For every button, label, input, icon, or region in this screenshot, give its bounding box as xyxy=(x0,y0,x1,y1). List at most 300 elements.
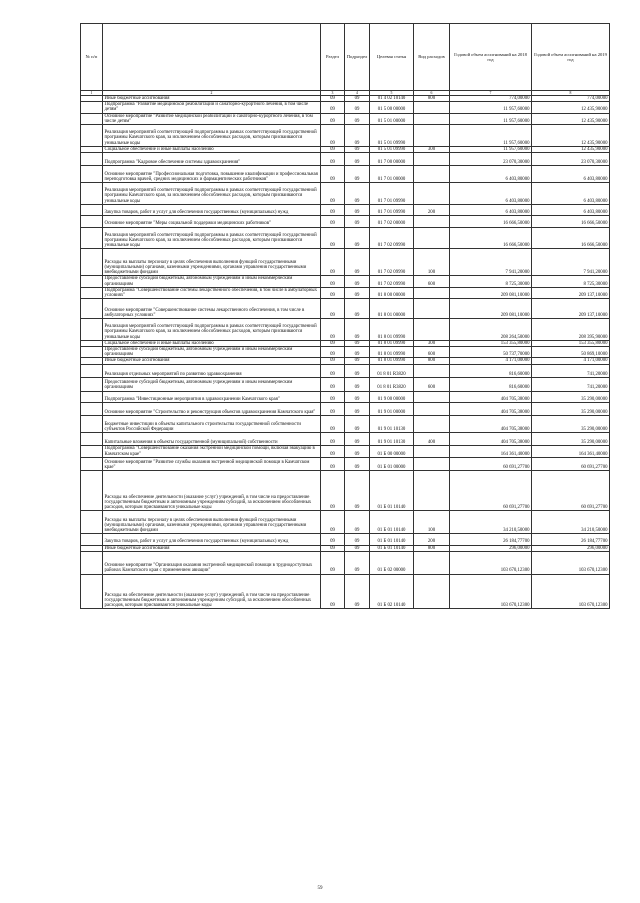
row-2019-cell: 774,00000 xyxy=(532,96,610,102)
row-2018-cell: 404 705,38000 xyxy=(450,402,532,415)
row-target-cell: 01 9 01 10130 xyxy=(370,416,414,433)
row-number-cell xyxy=(81,318,103,340)
row-2019-cell: 209 137,10000 xyxy=(532,299,610,319)
row-razdel-cell: 09 xyxy=(321,511,345,534)
row-number-cell xyxy=(81,153,103,166)
table-row xyxy=(81,113,610,124)
row-number-cell xyxy=(81,378,103,391)
row-podrazdel-cell: 09 xyxy=(345,299,370,319)
row-target-cell: 01 Б 02 10140 xyxy=(370,574,414,609)
row-name-cell: Подпрограмма "Развитие медицинской реабилитации и санаторно-курортного лечения, в том числе детям" xyxy=(103,102,321,113)
row-2018-cell: 16 666,50000 xyxy=(450,227,532,249)
table-row xyxy=(81,574,610,609)
row-vr-cell xyxy=(414,416,450,433)
row-2018-cell: 208 264,50000 xyxy=(450,318,532,340)
row-name-cell: Основное мероприятие "Меры социальной поддержки медицинских работников" xyxy=(103,216,321,227)
row-2019-cell: 6 403,80000 xyxy=(532,166,610,183)
row-number-cell xyxy=(81,249,103,276)
row-target-cell: 01 7 02 09990 xyxy=(370,276,414,287)
row-2019-cell: 103 670,12300 xyxy=(532,551,610,574)
row-target-cell: 01 Б 01 10140 xyxy=(370,471,414,511)
row-podrazdel-cell: 09 xyxy=(345,166,370,183)
row-2019-cell: 34 210,50000 xyxy=(532,511,610,534)
row-2018-cell: 404 705,38000 xyxy=(450,416,532,433)
row-name-cell: Реализация мероприятий соответствующей подпрограммы в рамках соответствующей государственной программы Камчатского края, за исключением обособленных расходов, которым присваиваются уникальные коды xyxy=(103,125,321,147)
table-row xyxy=(81,276,610,287)
row-razdel-cell: 09 xyxy=(321,358,345,364)
row-2019-cell: 6 403,80000 xyxy=(532,204,610,215)
row-name-cell: Иные бюджетные ассигнования xyxy=(103,545,321,551)
row-2018-cell: 26 184,77700 xyxy=(450,534,532,545)
row-target-cell: 01 7 01 00000 xyxy=(370,166,414,183)
row-razdel-cell: 09 xyxy=(321,249,345,276)
row-vr-cell: 600 xyxy=(414,276,450,287)
row-2019-cell: 6 403,80000 xyxy=(532,183,610,205)
header-podrazdel: Подраздел xyxy=(345,24,370,91)
row-podrazdel-cell: 09 xyxy=(345,318,370,340)
row-name-cell: Основное мероприятие "Профессиональная подготовка, повышение квалификации и профессиональная переподготовка врачей, средних медицинских и фармацевтических работников" xyxy=(103,166,321,183)
column-number: 6 xyxy=(414,91,450,96)
row-vr-cell: 300 xyxy=(414,146,450,152)
row-podrazdel-cell: 09 xyxy=(345,227,370,249)
row-name-cell: Реализация мероприятий соответствующей подпрограммы в рамках соответствующей государственной программы Камчатского края, за исключением обособленных расходов, которым присваиваются уникальные коды xyxy=(103,183,321,205)
row-target-cell: 01 Б 02 00000 xyxy=(370,551,414,574)
row-vr-cell xyxy=(414,446,450,457)
row-number-cell xyxy=(81,457,103,470)
row-podrazdel-cell: 09 xyxy=(345,511,370,534)
row-target-cell: 01 7 02 00000 xyxy=(370,216,414,227)
row-podrazdel-cell: 09 xyxy=(345,416,370,433)
row-vr-cell: 100 xyxy=(414,511,450,534)
row-name-cell: Основное мероприятие "Развитие медицинской реабилитации и санаторно-курортного лечения, в том числе детям" xyxy=(103,113,321,124)
row-target-cell: 01 5 01 00000 xyxy=(370,113,414,124)
row-target-cell: 01 4 02 10140 xyxy=(370,96,414,102)
row-2019-cell: 16 666,50000 xyxy=(532,216,610,227)
row-number-cell xyxy=(81,299,103,319)
row-vr-cell: 200 xyxy=(414,534,450,545)
row-2018-cell: 34 210,50000 xyxy=(450,511,532,534)
row-razdel-cell: 09 xyxy=(321,545,345,551)
row-2018-cell: 8 725,30000 xyxy=(450,276,532,287)
row-podrazdel-cell: 09 xyxy=(345,249,370,276)
row-target-cell: 01 7 00 00000 xyxy=(370,153,414,166)
row-2018-cell: 103 670,12300 xyxy=(450,574,532,609)
row-2018-cell: 7 941,20000 xyxy=(450,249,532,276)
row-vr-cell xyxy=(414,318,450,340)
row-name-cell: Расходы на выплаты персоналу в целях обеспечения выполнения функций государственными (муниципальными) органами, казенными учреждениями, органами управления государственными внебюджетными фондами xyxy=(103,249,321,276)
row-vr-cell: 200 xyxy=(414,204,450,215)
row-2019-cell: 4 171,00000 xyxy=(532,358,610,364)
row-podrazdel-cell: 09 xyxy=(345,125,370,147)
row-vr-cell xyxy=(414,113,450,124)
row-podrazdel-cell: 09 xyxy=(345,96,370,102)
row-vr-cell: 800 xyxy=(414,96,450,102)
row-name-cell: Основное мероприятие "Совершенствование системы лекарственного обеспечения, в том числе в амбулаторных условиях" xyxy=(103,299,321,319)
row-podrazdel-cell: 09 xyxy=(345,216,370,227)
row-name-cell: Реализация мероприятий соответствующей подпрограммы в рамках соответствующей государственной программы Камчатского края, за исключением обособленных расходов, которым присваиваются уникальные коды xyxy=(103,318,321,340)
row-name-cell: Подпрограмма "Кадровое обеспечение системы здравоохранения" xyxy=(103,153,321,166)
table-row xyxy=(81,364,610,377)
row-vr-cell xyxy=(414,574,450,609)
row-2018-cell: 164 361,40000 xyxy=(450,446,532,457)
row-name-cell: Реализация отдельных мероприятий по развитию здравоохранения xyxy=(103,364,321,377)
row-podrazdel-cell: 09 xyxy=(345,113,370,124)
table-row xyxy=(81,471,610,511)
row-2019-cell: 26 184,77700 xyxy=(532,534,610,545)
column-number: 1 xyxy=(81,91,103,96)
row-vr-cell: 600 xyxy=(414,378,450,391)
row-vr-cell xyxy=(414,391,450,402)
row-target-cell: 01 Б 01 10140 xyxy=(370,545,414,551)
header-num: № п/п xyxy=(81,24,103,91)
row-2018-cell: 50 737,70000 xyxy=(450,346,532,357)
row-name-cell: Иные бюджетные ассигнования xyxy=(103,358,321,364)
row-name-cell: Бюджетные инвестиции в объекты капитального строительства государственной собственности субъектов Российской Федерации xyxy=(103,416,321,433)
row-vr-cell: 300 xyxy=(414,340,450,346)
row-target-cell: 01 7 01 09990 xyxy=(370,183,414,205)
header-2018: Годовой объем ассигнований на 2018 год xyxy=(450,24,532,91)
row-vr-cell xyxy=(414,153,450,166)
row-target-cell: 01 8 01 R3820 xyxy=(370,364,414,377)
row-name-cell: Подпрограмма "Совершенствование системы лекарственного обеспечения, в том числе в амбулаторных условиях" xyxy=(103,287,321,298)
row-2018-cell: 11 957,60000 xyxy=(450,113,532,124)
row-number-cell xyxy=(81,166,103,183)
row-2018-cell: 11 957,60000 xyxy=(450,146,532,152)
table-row xyxy=(81,551,610,574)
table-row xyxy=(81,402,610,415)
row-2019-cell: 35 290,00000 xyxy=(532,391,610,402)
row-razdel-cell: 09 xyxy=(321,125,345,147)
row-2019-cell: 103 670,12300 xyxy=(532,574,610,609)
row-podrazdel-cell: 09 xyxy=(345,551,370,574)
table-row xyxy=(81,216,610,227)
row-vr-cell xyxy=(414,402,450,415)
row-target-cell: 01 9 01 10130 xyxy=(370,432,414,445)
row-podrazdel-cell: 09 xyxy=(345,402,370,415)
table-row xyxy=(81,446,610,457)
row-vr-cell xyxy=(414,183,450,205)
row-2019-cell: 12 435,90000 xyxy=(532,125,610,147)
row-name-cell: Реализация мероприятий соответствующей подпрограммы в рамках соответствующей государственной программы Камчатского края, за исключением обособленных расходов, которым присваиваются уникальные коды xyxy=(103,227,321,249)
table-row xyxy=(81,102,610,113)
row-number-cell xyxy=(81,471,103,511)
row-target-cell: 01 8 01 09990 xyxy=(370,346,414,357)
page-number: 59 xyxy=(317,886,323,891)
column-number: 2 xyxy=(103,91,321,96)
row-2018-cell: 60 691,27700 xyxy=(450,457,532,470)
table-row xyxy=(81,432,610,445)
row-target-cell: 01 5 00 00000 xyxy=(370,102,414,113)
row-2019-cell: 35 290,00000 xyxy=(532,416,610,433)
row-2019-cell: 35 290,00000 xyxy=(532,402,610,415)
row-name-cell: Социальное обеспечение и иные выплаты населению xyxy=(103,340,321,346)
row-podrazdel-cell: 09 xyxy=(345,391,370,402)
row-target-cell: 01 Б 01 00000 xyxy=(370,457,414,470)
table-row xyxy=(81,299,610,319)
row-number-cell xyxy=(81,364,103,377)
row-2018-cell: 4 171,00000 xyxy=(450,358,532,364)
row-name-cell: Предоставление субсидий бюджетным, автономным учреждениям и иным некоммерческим организациям xyxy=(103,378,321,391)
header-2019: Годовой объем ассигнований на 2019 год xyxy=(532,24,610,91)
row-name-cell: Социальное обеспечение и иные выплаты населению xyxy=(103,146,321,152)
row-number-cell xyxy=(81,113,103,124)
row-2019-cell: 296,00000 xyxy=(532,545,610,551)
table-row xyxy=(81,346,610,357)
row-2019-cell: 23 070,30000 xyxy=(532,153,610,166)
row-2018-cell: 404 705,38000 xyxy=(450,391,532,402)
row-vr-cell xyxy=(414,364,450,377)
row-razdel-cell: 09 xyxy=(321,416,345,433)
row-name-cell: Предоставление субсидий бюджетным, автономным учреждениям и иным некоммерческим организациям xyxy=(103,346,321,357)
row-2019-cell: 8 725,30000 xyxy=(532,276,610,287)
column-number: 8 xyxy=(532,91,610,96)
row-number-cell xyxy=(81,346,103,357)
row-number-cell xyxy=(81,227,103,249)
row-podrazdel-cell: 09 xyxy=(345,276,370,287)
row-razdel-cell: 09 xyxy=(321,432,345,445)
row-2018-cell: 404 705,38000 xyxy=(450,432,532,445)
row-number-cell xyxy=(81,216,103,227)
row-2018-cell: 60 691,27700 xyxy=(450,471,532,511)
row-razdel-cell: 09 xyxy=(321,216,345,227)
row-name-cell: Основное мероприятие "Развитие службы оказания экстренной медицинской помощи в Камчатском крае" xyxy=(103,457,321,470)
row-target-cell: 01 Б 01 10140 xyxy=(370,534,414,545)
row-number-cell xyxy=(81,276,103,287)
header-target: Целевая статья xyxy=(370,24,414,91)
row-vr-cell xyxy=(414,125,450,147)
row-2018-cell: 209 081,10000 xyxy=(450,287,532,298)
row-2019-cell: 12 435,90000 xyxy=(532,102,610,113)
table-row xyxy=(81,287,610,298)
row-razdel-cell: 09 xyxy=(321,287,345,298)
header-vr: Вид расходов xyxy=(414,24,450,91)
row-vr-cell: 800 xyxy=(414,358,450,364)
table-header-row xyxy=(81,24,610,91)
row-vr-cell xyxy=(414,471,450,511)
row-podrazdel-cell: 09 xyxy=(345,183,370,205)
row-razdel-cell: 09 xyxy=(321,402,345,415)
table-row xyxy=(81,391,610,402)
row-vr-cell xyxy=(414,166,450,183)
row-name-cell: Основное мероприятие "Организация оказания экстренной медицинской помощи в труднодоступных районах Камчатского края с применением авиации" xyxy=(103,551,321,574)
row-razdel-cell: 09 xyxy=(321,391,345,402)
row-target-cell: 01 Б 00 00000 xyxy=(370,446,414,457)
row-razdel-cell: 09 xyxy=(321,166,345,183)
budget-table xyxy=(80,23,610,609)
row-razdel-cell: 09 xyxy=(321,153,345,166)
row-podrazdel-cell: 09 xyxy=(345,204,370,215)
table-row xyxy=(81,166,610,183)
row-podrazdel-cell: 09 xyxy=(345,287,370,298)
row-podrazdel-cell: 09 xyxy=(345,545,370,551)
row-number-cell xyxy=(81,287,103,298)
row-2018-cell: 6 403,80000 xyxy=(450,166,532,183)
row-2019-cell: 12 435,90000 xyxy=(532,146,610,152)
row-2018-cell: 296,00000 xyxy=(450,545,532,551)
row-2019-cell: 16 666,50000 xyxy=(532,227,610,249)
row-target-cell: 01 7 01 09990 xyxy=(370,204,414,215)
table-row xyxy=(81,183,610,205)
row-podrazdel-cell: 09 xyxy=(345,364,370,377)
row-number-cell xyxy=(81,125,103,147)
row-name-cell: Подпрограмма "Совершенствование оказания экстренной медицинской помощи, включая эвакуацию в Камчатском крае" xyxy=(103,446,321,457)
row-podrazdel-cell: 09 xyxy=(345,574,370,609)
row-podrazdel-cell: 09 xyxy=(345,457,370,470)
row-vr-cell: 400 xyxy=(414,432,450,445)
row-2019-cell: 50 869,10000 xyxy=(532,346,610,357)
row-podrazdel-cell: 09 xyxy=(345,534,370,545)
row-name-cell: Иные бюджетные ассигнования xyxy=(103,96,321,102)
row-razdel-cell: 09 xyxy=(321,227,345,249)
row-podrazdel-cell: 09 xyxy=(345,153,370,166)
row-2019-cell: 164 361,40000 xyxy=(532,446,610,457)
row-2018-cell: 153 355,80000 xyxy=(450,340,532,346)
row-razdel-cell: 09 xyxy=(321,346,345,357)
row-name-cell: Закупка товаров, работ и услуг для обеспечения государственных (муниципальных) нужд xyxy=(103,204,321,215)
row-number-cell xyxy=(81,402,103,415)
row-podrazdel-cell: 09 xyxy=(345,346,370,357)
row-vr-cell xyxy=(414,227,450,249)
row-target-cell: 01 5 01 09990 xyxy=(370,146,414,152)
row-razdel-cell: 09 xyxy=(321,457,345,470)
row-name-cell: Расходы на обеспечение деятельности (оказание услуг) учреждений, в том числе на предоставление государственным бюджетным и автономным учреждениям субсидий, за исключением обособленных расходов, которым присваиваются уникальные коды xyxy=(103,471,321,511)
row-razdel-cell: 09 xyxy=(321,318,345,340)
row-target-cell: 01 7 02 09990 xyxy=(370,227,414,249)
row-razdel-cell: 09 xyxy=(321,471,345,511)
row-2019-cell: 741,20000 xyxy=(532,378,610,391)
table-row xyxy=(81,416,610,433)
row-2018-cell: 11 957,60000 xyxy=(450,125,532,147)
row-target-cell: 01 5 01 09990 xyxy=(370,125,414,147)
row-razdel-cell: 09 xyxy=(321,204,345,215)
row-2019-cell: 12 435,90000 xyxy=(532,113,610,124)
row-razdel-cell: 09 xyxy=(321,113,345,124)
row-name-cell: Расходы на выплаты персоналу в целях обеспечения выполнения функций государственными (муниципальными) органами, казенными учреждениями, органами управления государственными внебюджетными фондами xyxy=(103,511,321,534)
row-vr-cell: 100 xyxy=(414,249,450,276)
row-number-cell xyxy=(81,204,103,215)
table-row xyxy=(81,457,610,470)
table-row xyxy=(81,125,610,147)
row-podrazdel-cell: 09 xyxy=(345,340,370,346)
row-2018-cell: 23 070,30000 xyxy=(450,153,532,166)
row-name-cell: Закупка товаров, работ и услуг для обеспечения государственных (муниципальных) нужд xyxy=(103,534,321,545)
row-number-cell xyxy=(81,183,103,205)
row-number-cell xyxy=(81,446,103,457)
row-target-cell: 01 9 01 00000 xyxy=(370,402,414,415)
row-target-cell: 01 8 01 00000 xyxy=(370,299,414,319)
row-2018-cell: 103 670,12300 xyxy=(450,551,532,574)
row-target-cell: 01 8 01 09990 xyxy=(370,358,414,364)
row-2018-cell: 816,60000 xyxy=(450,364,532,377)
row-podrazdel-cell: 09 xyxy=(345,358,370,364)
row-2018-cell: 774,00000 xyxy=(450,96,532,102)
row-name-cell: Капитальные вложения в объекты государственной (муниципальной) собственности xyxy=(103,432,321,445)
row-2019-cell: 60 691,27700 xyxy=(532,457,610,470)
header-razdel: Раздел xyxy=(321,24,345,91)
table-row xyxy=(81,318,610,340)
row-2018-cell: 11 957,60000 xyxy=(450,102,532,113)
row-target-cell: 01 8 01 09990 xyxy=(370,318,414,340)
row-2019-cell: 35 290,00000 xyxy=(532,432,610,445)
row-target-cell: 01 8 00 00000 xyxy=(370,287,414,298)
row-name-cell: Предоставление субсидий бюджетным, автономным учреждениям и иным некоммерческим организациям xyxy=(103,276,321,287)
row-vr-cell xyxy=(414,216,450,227)
row-number-cell xyxy=(81,416,103,433)
row-razdel-cell: 09 xyxy=(321,299,345,319)
row-number-cell xyxy=(81,511,103,534)
row-target-cell: 01 9 00 00000 xyxy=(370,391,414,402)
row-razdel-cell: 09 xyxy=(321,551,345,574)
row-razdel-cell: 09 xyxy=(321,276,345,287)
row-razdel-cell: 09 xyxy=(321,340,345,346)
row-vr-cell xyxy=(414,102,450,113)
row-2019-cell: 153 355,80000 xyxy=(532,340,610,346)
row-number-cell xyxy=(81,534,103,545)
table-row xyxy=(81,153,610,166)
column-number: 5 xyxy=(370,91,414,96)
table-row xyxy=(81,511,610,534)
row-2018-cell: 16 666,50000 xyxy=(450,216,532,227)
row-name-cell: Подпрограмма "Инвестиционные мероприятия в здравоохранении Камчатского края" xyxy=(103,391,321,402)
row-number-cell xyxy=(81,432,103,445)
table-row xyxy=(81,378,610,391)
row-podrazdel-cell: 09 xyxy=(345,471,370,511)
row-2018-cell: 6 403,80000 xyxy=(450,183,532,205)
row-2019-cell: 7 941,20000 xyxy=(532,249,610,276)
row-vr-cell xyxy=(414,551,450,574)
row-2018-cell: 209 081,10000 xyxy=(450,299,532,319)
table-row xyxy=(81,534,610,545)
row-razdel-cell: 09 xyxy=(321,146,345,152)
row-razdel-cell: 09 xyxy=(321,183,345,205)
row-2019-cell: 208 395,90000 xyxy=(532,318,610,340)
row-number-cell xyxy=(81,551,103,574)
row-target-cell: 01 8 01 R3820 xyxy=(370,378,414,391)
row-vr-cell xyxy=(414,299,450,319)
row-2018-cell: 816,60000 xyxy=(450,378,532,391)
table-row xyxy=(81,249,610,276)
row-name-cell: Основное мероприятие "Строительство и реконструкция объектов здравоохранения Камчатского края" xyxy=(103,402,321,415)
row-2019-cell: 60 691,27700 xyxy=(532,471,610,511)
row-vr-cell: 600 xyxy=(414,346,450,357)
row-number-cell xyxy=(81,574,103,609)
row-vr-cell xyxy=(414,457,450,470)
row-vr-cell xyxy=(414,287,450,298)
column-number: 4 xyxy=(345,91,370,96)
row-razdel-cell: 09 xyxy=(321,446,345,457)
row-razdel-cell: 09 xyxy=(321,96,345,102)
row-podrazdel-cell: 09 xyxy=(345,432,370,445)
row-razdel-cell: 09 xyxy=(321,364,345,377)
row-razdel-cell: 09 xyxy=(321,574,345,609)
row-2018-cell: 6 403,80000 xyxy=(450,204,532,215)
row-vr-cell: 800 xyxy=(414,545,450,551)
row-podrazdel-cell: 09 xyxy=(345,102,370,113)
row-name-cell: Расходы на обеспечение деятельности (оказание услуг) учреждений, в том числе на предоставление государственным бюджетным и автономным учреждениям субсидий, за исключением обособленных расходов, которым присваиваются уникальные коды xyxy=(103,574,321,609)
row-number-cell xyxy=(81,391,103,402)
table-row xyxy=(81,204,610,215)
row-razdel-cell: 09 xyxy=(321,378,345,391)
row-podrazdel-cell: 09 xyxy=(345,378,370,391)
header-name xyxy=(103,24,321,91)
row-target-cell: 01 Б 01 10140 xyxy=(370,511,414,534)
row-razdel-cell: 09 xyxy=(321,102,345,113)
row-target-cell: 01 8 01 09990 xyxy=(370,340,414,346)
row-2019-cell: 209 137,10000 xyxy=(532,287,610,298)
row-2019-cell: 741,20000 xyxy=(532,364,610,377)
row-razdel-cell: 09 xyxy=(321,534,345,545)
row-podrazdel-cell: 09 xyxy=(345,446,370,457)
